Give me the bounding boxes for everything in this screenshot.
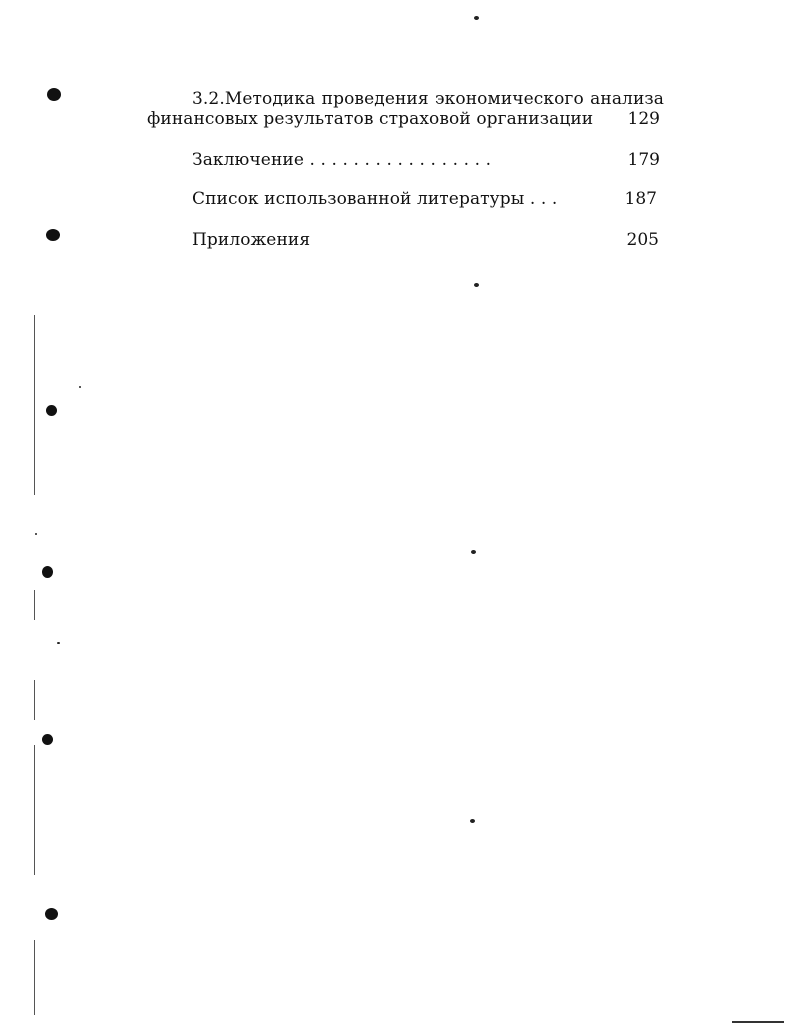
binder-hole-mark [46,229,60,241]
toc-conclusion-page: 179 [627,150,660,170]
scan-speck [471,550,476,554]
toc-appendices-label: Приложения [192,230,311,250]
binder-hole-mark [42,734,53,745]
binder-hole-mark [46,405,57,416]
toc-entry-3-2-page: 129 [627,109,660,129]
toc-entry-3-2-line1: 3.2.Методика проведения экономического анализа [192,89,664,109]
margin-line [34,590,35,620]
scan-speck [474,283,479,287]
scan-speck [79,386,81,388]
margin-line [34,680,35,720]
toc-conclusion-label: Заключение . . . . . . . . . . . . . . . . . [192,150,492,170]
binder-hole-mark [47,88,61,101]
scan-speck [474,16,479,20]
binder-hole-mark [45,908,58,920]
margin-line [34,940,35,1015]
scan-speck [470,819,475,823]
bottom-edge-rule [732,1021,784,1023]
margin-line [34,745,35,875]
margin-line [34,315,35,495]
scan-speck [57,642,60,644]
toc-references-label: Список использованной литературы . . . [192,189,558,209]
toc-references-page: 187 [624,189,657,209]
scan-speck [35,533,37,535]
toc-appendices-page: 205 [626,230,659,250]
binder-hole-mark [42,566,53,578]
toc-entry-3-2-line2: финансовых результатов страховой организации [147,109,594,129]
